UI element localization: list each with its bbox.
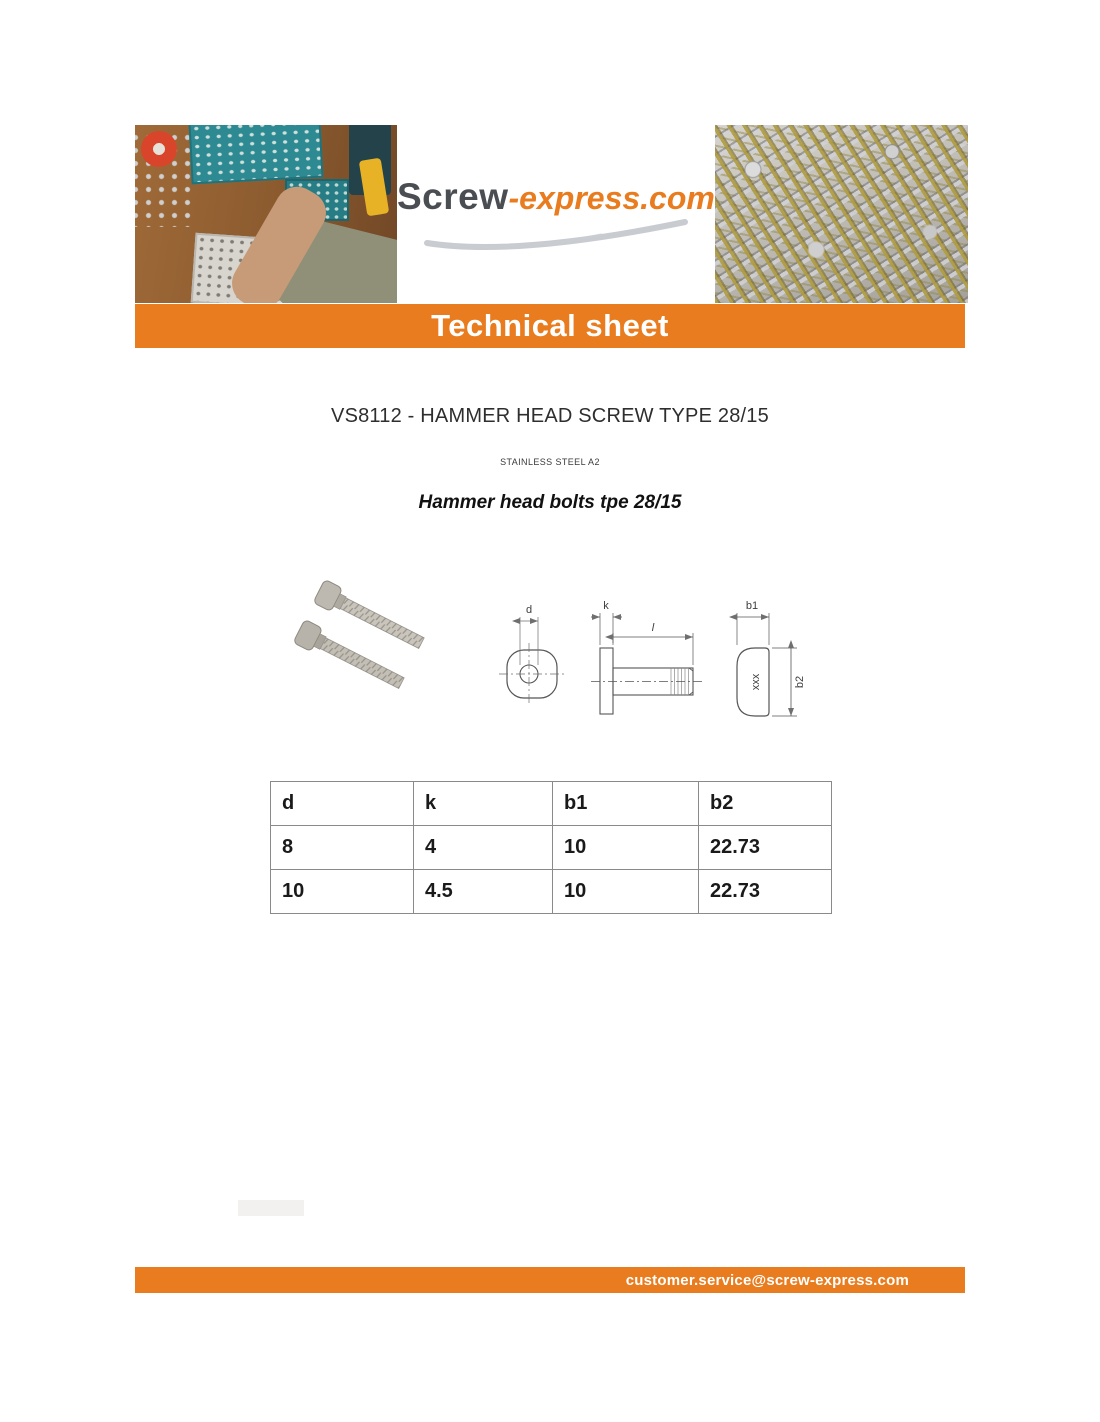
drawing-end-view	[499, 617, 565, 705]
logo-text-secondary: -express.com	[508, 179, 715, 216]
dim-label-l: l	[651, 622, 655, 634]
page-title: VS8112 - HAMMER HEAD SCREW TYPE 28/15	[331, 405, 769, 427]
product-photo-screws	[293, 579, 427, 694]
footer-email: customer.service@screw-express.com	[625, 1271, 909, 1289]
faint-page-artifact	[238, 1200, 304, 1216]
material-label: STAINLESS STEEL A2	[500, 457, 600, 467]
photo-decoration-tape-measure	[141, 131, 177, 167]
header-photo-screws-pile	[715, 125, 968, 303]
dim-label-d: d	[525, 604, 533, 616]
technical-sheet-banner	[135, 304, 965, 348]
table-cell: 4.5	[414, 870, 553, 914]
head-marking-label: xxx	[750, 673, 762, 691]
table-header-d: d	[271, 782, 414, 826]
logo	[397, 125, 715, 303]
table-header-b1: b1	[553, 782, 699, 826]
table-header-b2: b2	[699, 782, 832, 826]
dim-label-k: k	[603, 600, 609, 612]
table-header-row	[271, 782, 832, 826]
table-row	[271, 870, 832, 914]
table-cell: 8	[271, 826, 414, 870]
logo-text	[397, 175, 715, 217]
product-figures	[135, 565, 965, 745]
drawing-side-view	[591, 613, 702, 714]
logo-swoosh-icon	[421, 217, 691, 251]
table-cell: 10	[553, 826, 699, 870]
table-cell: 4	[414, 826, 553, 870]
table-cell: 22.73	[699, 870, 832, 914]
table-cell: 10	[553, 870, 699, 914]
table-cell: 22.73	[699, 826, 832, 870]
table-header-k: k	[414, 782, 553, 826]
photo-decoration-organizer-box	[188, 125, 323, 184]
logo-text-primary: Screw	[397, 175, 509, 217]
dimensions-table	[270, 781, 832, 914]
drawing-head-profile	[737, 613, 797, 716]
table-row	[271, 826, 832, 870]
dim-label-b2: b2	[794, 675, 806, 689]
header-photo-workbench	[135, 125, 397, 303]
dim-label-b1: b1	[745, 600, 759, 612]
footer-bar	[135, 1267, 965, 1293]
table-cell: 10	[271, 870, 414, 914]
header-banner	[135, 125, 965, 303]
product-subtitle: Hammer head bolts tpe 28/15	[418, 492, 682, 513]
banner-title: Technical sheet	[431, 308, 669, 343]
